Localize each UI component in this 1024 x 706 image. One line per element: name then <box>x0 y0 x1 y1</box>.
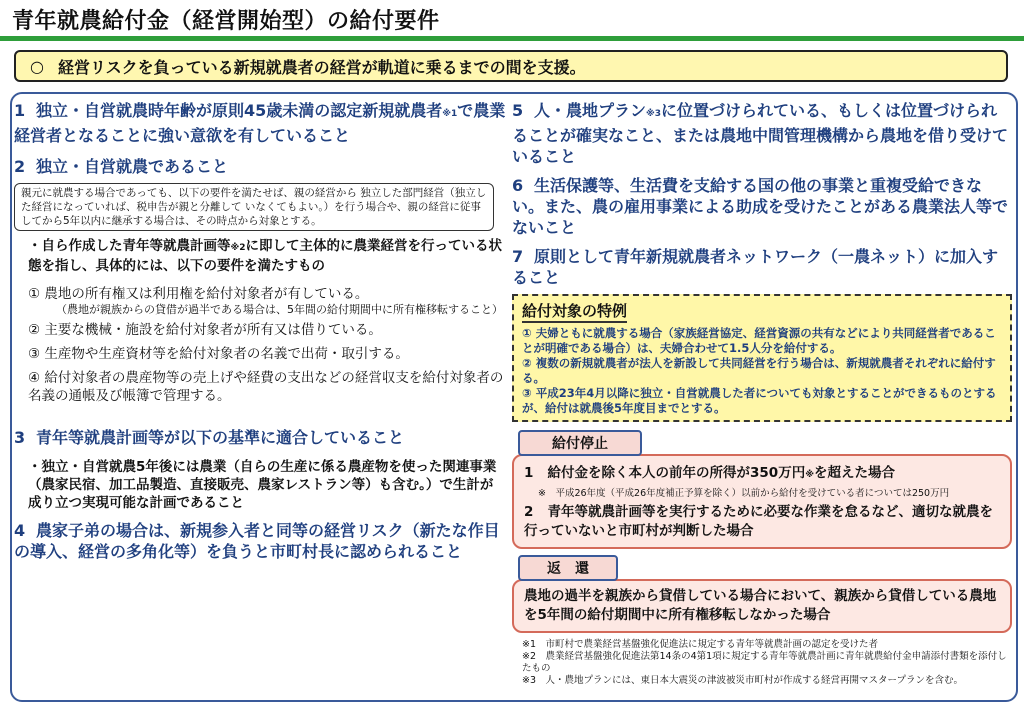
footnote-1: ※1 市町村で農業経営基盤強化促進法に規定する青年等就農計画の認定を受けた者 <box>522 639 879 650</box>
list-item <box>28 285 506 317</box>
item-text-cont: を超えた場合 <box>813 465 895 481</box>
item-text: 生産物や生産資材等を給付対象者の名義で出荷・取引する。 <box>44 346 409 362</box>
item-number: ③ <box>522 386 532 400</box>
bullet-text: 独立・自営就農5年後には農業（自らの生産に係る農産物を使った関連事業（農家民宿、加工品製造、直接販売、農家レストラン等）も含む。）で生計が成り立つ実現可能な計画であること <box>28 459 497 511</box>
item-text: 給付金を除く本人の前年の所得が350万円 <box>547 465 806 481</box>
payment-stop-label: 給付停止 <box>518 430 642 456</box>
requirement-number: 7 <box>512 247 524 266</box>
requirement-items <box>14 285 506 405</box>
list-item <box>522 386 1002 416</box>
list-item <box>28 321 506 339</box>
requirement-number: 2 <box>14 157 26 176</box>
item-number: ② <box>28 322 41 338</box>
requirement-1-text: 独立・自営就農時年齢が原則45歳未満の認定新規就農者 <box>36 101 443 120</box>
bullet-mark: ・ <box>28 238 42 254</box>
summary-banner <box>14 50 1008 82</box>
requirement-number: 3 <box>14 428 26 447</box>
requirement-number: 5 <box>512 101 524 120</box>
list-item <box>28 345 506 363</box>
item-number: ② <box>522 356 532 370</box>
footnote-mark-1: ※1 <box>442 109 458 119</box>
item-text: 夫婦ともに就農する場合（家族経営協定、経営資源の共有などにより共同経営者であることが明確である場合）は、夫婦合わせて1.5人分を給付する。 <box>522 326 996 355</box>
footnotes <box>512 639 1012 687</box>
requirement-6-text: 生活保護等、生活費を支給する国の他の事業と重複受給できない。また、農の雇用事業による助成を受けたことがある農業法人等でないこと <box>512 176 1009 237</box>
requirement-6 <box>512 175 1012 238</box>
self-managed-bullet <box>14 237 506 275</box>
item-text: 給付対象者の農産物等の売上げや経費の支出などの経営収支を給付対象者の名義の通帳及び帳簿で管理する。 <box>28 370 504 404</box>
page-title: 青年就農給付金（経営開始型）の給付要件 <box>12 9 440 34</box>
requirement-4 <box>14 520 506 562</box>
footnote-mark-2: ※2 <box>230 243 246 253</box>
footnote-mark: ※ <box>805 470 814 480</box>
left-column <box>14 98 506 562</box>
bullet-text-cont: に即して主体的に農業経営を行っている状態を指し、具体的には、以下の要件を満たすもの <box>28 238 503 274</box>
item-text: 主要な機械・施設を給付対象者が所有又は借りている。 <box>44 322 382 338</box>
requirement-5-text-cont: に位置づけられている、もしくは位置づけられることが確実なこと、または農地中間管理機構から農地を借り受けていること <box>512 101 1009 166</box>
requirement-5 <box>512 100 1012 167</box>
list-item <box>28 369 506 405</box>
item-number: ① <box>522 326 532 340</box>
item-number: 1 <box>524 465 534 481</box>
plan-criteria-bullet <box>14 458 506 512</box>
special-cases-box <box>512 294 1012 422</box>
right-column <box>512 98 1012 687</box>
list-item <box>522 326 1002 356</box>
requirement-3 <box>14 427 506 448</box>
requirement-7 <box>512 246 1012 288</box>
requirement-2-text: 独立・自営就農であること <box>36 157 229 176</box>
refund-condition: 農地の過半を親族から貸借している場合において、親族から貸借している農地を5年間の給付期間中に所有権移転しなかった場合 <box>524 588 997 623</box>
requirement-4-text: 農家子弟の場合は、新規参入者と同等の経営リスク（新たな作目の導入、経営の多角化等）を負うと市町村長に認められること <box>14 521 500 561</box>
item-text: 農地の所有権又は利用権を給付対象者が有している。 <box>44 286 369 302</box>
list-item <box>522 356 1002 386</box>
requirement-number: 1 <box>14 101 26 120</box>
payment-stop-box <box>512 454 1012 549</box>
stop-condition-1 <box>524 464 1000 485</box>
requirement-number: 6 <box>512 176 524 195</box>
requirement-3-text: 青年等就農計画等が以下の基準に適合していること <box>36 428 405 447</box>
footnote-mark-3: ※3 <box>646 109 662 119</box>
requirement-7-text: 原則として青年新規就農者ネットワーク（一農ネット）に加入すること <box>512 247 999 287</box>
requirement-5-text: 人・農地プラン <box>534 101 647 120</box>
item-number: ④ <box>28 370 41 386</box>
parent-farm-note-box: 親元に就農する場合であっても、以下の要件を満たせば、親の経営から 独立した部門経営（独立した経営になっていれば、税申告が親と分離して いなくてもよい。）を行う場合や、親の経営に従事してから5年以内に継承する場合は、その時点から対象とする。 <box>14 183 494 231</box>
special-cases-title: 給付対象の特例 <box>522 300 627 323</box>
title-divider <box>0 36 1024 41</box>
requirement-number: 4 <box>14 521 26 540</box>
income-note: ※ 平成26年度（平成26年度補正予算を除く）以前から給付を受けている者については250万円 <box>538 488 950 499</box>
item-number: 2 <box>524 504 534 520</box>
stop-condition-2 <box>524 503 1000 541</box>
requirement-1-text-cont: で農業経営者となることに強い意欲を有していること <box>14 101 506 145</box>
circle-mark: ○ <box>30 56 44 76</box>
requirement-1 <box>14 100 506 146</box>
footnote-3: ※3 人・農地プランには、東日本大震災の津波被災市町村が作成する経営再開マスタープランを含む。 <box>522 675 964 686</box>
footnote-2: ※2 農業経営基盤強化促進法第14条の4第1項に規定する青年等就農計画に青年就農給付金申請添付書類を添付したもの <box>522 651 1007 674</box>
requirement-2 <box>14 156 506 177</box>
bullet-mark: ・ <box>28 459 42 475</box>
item-note: （農地が親族からの貸借が過半である場合は、5年間の給付期間中に所有権移転すること） <box>56 303 503 316</box>
item-number: ① <box>28 286 41 302</box>
item-text: 青年等就農計画等を実行するために必要な作業を怠るなど、適切な就農を行っていないと市町村が判断した場合 <box>524 504 994 539</box>
banner-text: 経営リスクを負っている新規就農者の経営が軌道に乗るまでの間を支援。 <box>57 57 586 77</box>
refund-label: 返 還 <box>518 555 618 581</box>
item-number: ③ <box>28 346 41 362</box>
bullet-text: 自ら作成した青年等就農計画等 <box>41 238 231 254</box>
item-text: 平成23年4月以降に独立・自営就農した者についても対象とすることができるものとするが、給付は就農後5年度目までとする。 <box>522 386 997 415</box>
refund-box <box>512 579 1012 633</box>
item-text: 複数の新規就農者が法人を新設して共同経営を行う場合は、新規就農者それぞれに給付する。 <box>522 356 996 385</box>
